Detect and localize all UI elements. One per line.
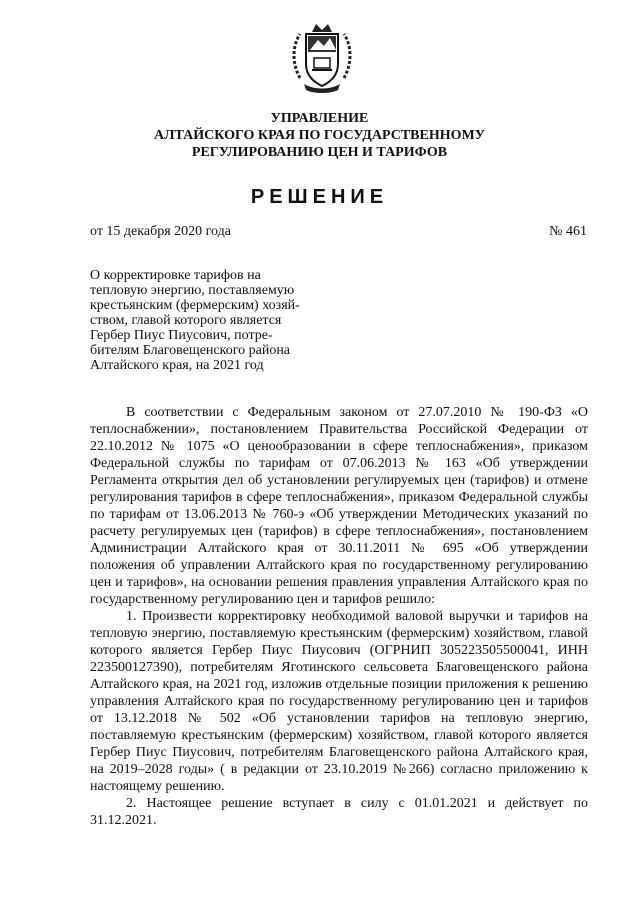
subject-line: бителям Благовещенского района bbox=[90, 343, 291, 358]
document-subject bbox=[90, 268, 315, 373]
coat-of-arms-emblem bbox=[290, 18, 354, 98]
subject-line: крестьянским (фермерским) хозяй- bbox=[90, 298, 300, 313]
subject-line: Гербер Пиус Пиусович, потре- bbox=[90, 328, 273, 343]
header-line-3: РЕГУЛИРОВАНИЮ ЦЕН И ТАРИФОВ bbox=[191, 145, 448, 160]
subject-line: ством, главой которого является bbox=[90, 313, 282, 328]
body-paragraph-item-1: 1. Произвести корректировку необходимой валовой выручки и тарифов на тепловую энергию, поставляемую крестьянским (фермерским) хозяйством, главой которого является Гербер Пиус Пиусович (ОГРНИП 305223505500041, ИНН 223500127390), потребителям Яготинского сельсовета Благовещенского района Алтайского края, на 2021 год, изложив отдельные позиции приложения к решению управления Алтайского края по государственному регулированию цен и тарифов от 13.12.2018 № 502 «Об установлении тарифов на тепловую энергию, поставляемую крестьянским (фермерским) хозяйством, главой которого является Гербер Пиус Пиусович, потребителям Благовещенского района Алтайского края, на 2019–2028 годы» ( в редакции от 23.10.2019 №266) согласно приложению к настоящему решению. bbox=[90, 609, 588, 794]
document-number: № 461 bbox=[549, 224, 587, 239]
subject-line: О корректировке тарифов на bbox=[90, 268, 261, 283]
header-line-2: АЛТАЙСКОГО КРАЯ ПО ГОСУДАРСТВЕННОМУ bbox=[154, 128, 485, 143]
subject-line: Алтайского края, на 2021 год bbox=[90, 358, 264, 373]
document-date: от 15 декабря 2020 года bbox=[90, 224, 231, 239]
body-paragraph-preamble: В соответствии с Федеральным законом от 27.07.2010 № 190-ФЗ «О теплоснабжении», постановлением Правительства Российской Федерации от 22.10.2012 № 1075 «О ценообразовании в сфере теплоснабжения», приказом Федеральной службы по тарифам от 07.06.2013 № 163 «Об утверждении Регламента открытия дел об установлении регулируемых цен (тарифов) и отмене регулирования тарифов в сфере теплоснабжения», приказом Федеральной службы по тарифам от 13.06.2013 № 760-э «Об утверждении Методических указаний по расчету регулируемых цен (тарифов) в сфере теплоснабжения», постановлением Администрации Алтайского края от 30.11.2011 № 695 «Об утверждении положения об управлении Алтайского края по государственному регулированию цен и тарифов», на основании решения правления управления Алтайского края по государственному регулированию цен и тарифов решило: bbox=[90, 405, 588, 607]
body-paragraph-item-2: 2. Настоящее решение вступает в силу с 01.01.2021 и действует по 31.12.2021. bbox=[90, 796, 588, 828]
document-body bbox=[90, 404, 588, 829]
subject-line: тепловую энергию, поставляемую bbox=[90, 283, 295, 298]
header-line-1: УПРАВЛЕНИЕ bbox=[270, 111, 369, 126]
document-title: РЕШЕНИЕ bbox=[250, 186, 389, 208]
issuer-header bbox=[0, 110, 639, 161]
